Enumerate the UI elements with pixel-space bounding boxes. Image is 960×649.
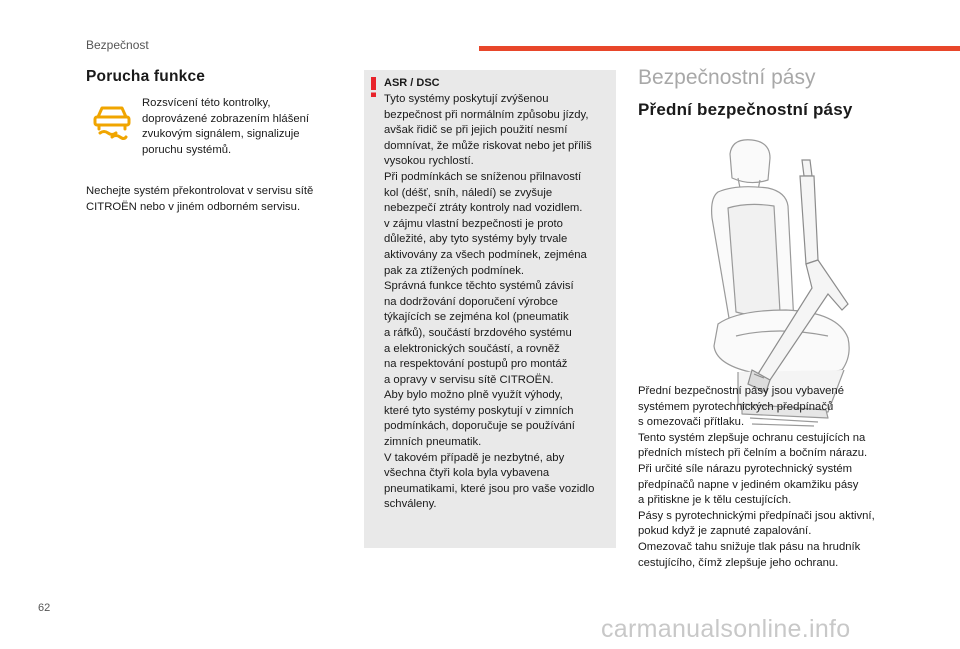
service-advice: Nechejte systém překontrolovat v servisu sítě CITROËN nebo v jiném odborném servisu. [86, 185, 314, 213]
watermark: carmanualsonline.info [601, 615, 851, 643]
fault-heading: Porucha funkce [86, 68, 206, 85]
section-title: Bezpečnost [86, 38, 149, 52]
seat-belt-heading: Bezpečnostní pásy [638, 66, 816, 89]
fault-section [86, 68, 336, 213]
warning-title: ASR / DSC [384, 77, 440, 89]
exclamation-icon [371, 77, 376, 97]
seat-belt-description: Přední bezpečnostní pásy jsou vybavené systémem pyrotechnických předpínačů s omezovači přítlaku. Tento systém zlepšuje ochranu cestujících na předních místech při čelním a bočním nárazu. Při určité síle nárazu pyrotechnický systém předpínačů napne v jediném okamžiku pásy a přitiskne je k tělu cestujících. Pásy s pyrotechnickými předpínači jsou aktivní, pokud když je zapnuté zapalování. Omezovač tahu snižuje tlak pásu na hrudník cestujícího, čímž zlepšuje jeho ochranu. [638, 385, 875, 569]
seat-belt-section [638, 66, 908, 569]
page-number: 62 [38, 602, 51, 614]
traction-control-warning-icon [90, 104, 134, 140]
section-accent-bar [479, 46, 960, 51]
fault-description: Rozsvícení této kontrolky, doprovázené zobrazením hlášení zvukovým signálem, signalizuje poruchu systémů. [142, 97, 310, 156]
front-belts-subheading: Přední bezpečnostní pásy [638, 100, 853, 119]
warning-body: Tyto systémy poskytují zvýšenou bezpečnost při normálním způsobu jízdy, avšak řidič se při jejich použití nesmí domnívat, že může riskovat nebo jet příliš vysokou rychlostí. Při podmínkách se sníženou přilnavostí kol (déšť, sníh, náledí) se zvyšuje nebezpečí ztráty kontroly nad vozidlem. v zájmu vlastní bezpečnosti je proto důležité, aby tyto systémy byly trvale aktivovány za všech podmínek, zejména pak za ztížených podmínek. Správná funkce těchto systémů závisí na dodržování doporučení výrobce týkajících se zejména kol (pneumatik a ráfků), součástí brzdového systému a elektronických součástí, a rovněž na respektování postupů pro montáž a opravy v servisu sítě CITROËN. Aby bylo možno plně využít výhody, které tyto systémy poskytují v zimních podmínkách, doporučuje se používání zimních pneumatik. V takovém případě je nezbytné, aby všechna čtyři kola byla vybavena pneumatikami, které jsou pro vaše vozidlo schváleny. [384, 93, 595, 511]
asr-dsc-warning-box [364, 70, 616, 548]
